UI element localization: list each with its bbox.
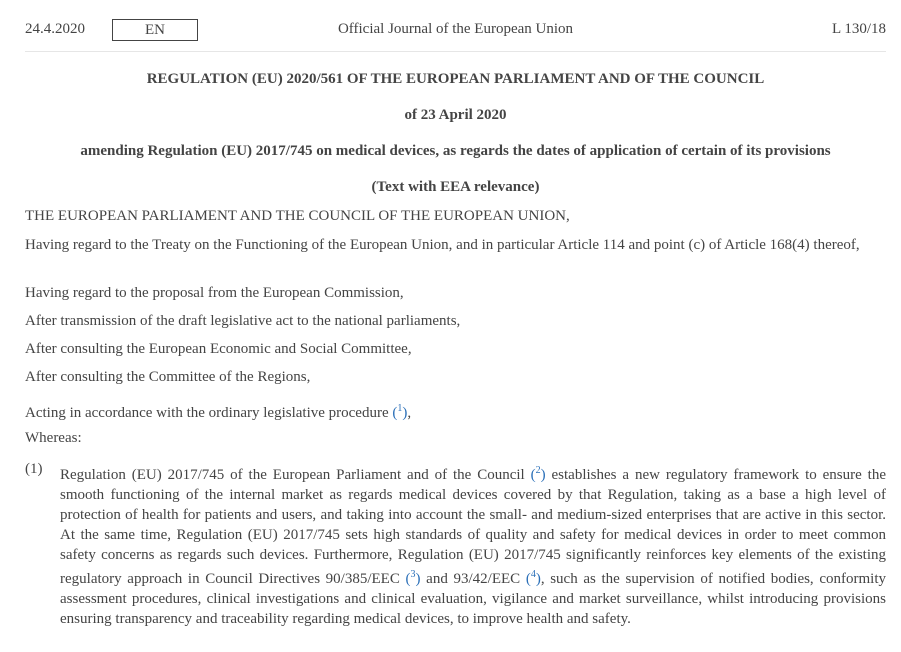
recital-seg-c: and 93/42/EEC bbox=[420, 571, 526, 587]
preamble-whereas: Whereas: bbox=[25, 430, 82, 446]
preamble-eesc: After consulting the European Economic and Social Committee, bbox=[25, 341, 412, 357]
journal-title: Official Journal of the European Union bbox=[337, 21, 574, 37]
recital-seg-b: establishes a new regulatory framework to ensure the smooth functioning of the internal market as regards medical devices covered by that Regulation, taking as a base a high level of protection of health for patients and users, and taking into account the small- and medium-sized enterprises that are active in this sector. At the same time, Regulation (EU) 2017/745 sets high standards of quality and safety for medical devices in order to meet common safety concerns as regards such devices. Furthermore, Regulation (EU) 2017/745 significantly reinforces key elements of the existing regulatory approach in Council Directives 90/385/EEC bbox=[60, 467, 887, 587]
document-page bbox=[25, 0, 886, 652]
language-selector[interactable]: EN bbox=[112, 19, 198, 41]
recital-number: (1) bbox=[25, 461, 43, 477]
footnote-link-3[interactable]: ($^3$) bbox=[405, 569, 421, 587]
publication-date: 24.4.2020 bbox=[25, 21, 85, 37]
preamble-transmission: After transmission of the draft legislative act to the national parliaments, bbox=[25, 313, 461, 329]
journal-reference: L 130/18 bbox=[831, 21, 886, 37]
recital-seg-a: Regulation (EU) 2017/745 of the European Parliament and of the Council bbox=[60, 467, 531, 483]
preamble-regions: After consulting the Committee of the Regions, bbox=[25, 369, 311, 385]
eea-relevance: (Text with EEA relevance) bbox=[371, 179, 540, 195]
header-divider bbox=[25, 51, 886, 52]
regulation-subject: amending Regulation (EU) 2017/745 on medical devices, as regards the dates of application of certain of its provisions bbox=[80, 143, 831, 159]
procedure-end: , bbox=[407, 405, 412, 421]
footnote-link-2[interactable]: ($^2$) bbox=[530, 465, 546, 483]
recital-seg-d: , such as the supervision of notified bodies, conformity assessment procedures, clinical investigations and clinical evaluation, vigilance and market surveillance, whilst introducing provisions ensuring transparency and traceability regarding medical devices, to improve health and safety. bbox=[60, 571, 886, 627]
recital-text bbox=[60, 461, 886, 629]
preamble-procedure bbox=[25, 399, 886, 423]
procedure-text: Acting in accordance with the ordinary legislative procedure bbox=[25, 405, 389, 421]
preamble-institutions: THE EUROPEAN PARLIAMENT AND THE COUNCIL OF THE EUROPEAN UNION, bbox=[25, 208, 570, 224]
regulation-title: REGULATION (EU) 2020/561 OF THE EUROPEAN PARLIAMENT AND OF THE COUNCIL bbox=[146, 71, 765, 87]
regulation-date: of 23 April 2020 bbox=[404, 107, 507, 123]
journal-header bbox=[25, 19, 886, 41]
preamble-proposal: Having regard to the proposal from the European Commission, bbox=[25, 285, 404, 301]
footnote-link-4[interactable]: ($^4$) bbox=[525, 569, 541, 587]
footnote-link-1[interactable]: ($^1$) bbox=[392, 403, 408, 421]
preamble-treaty: Having regard to the Treaty on the Functioning of the European Union, and in particular Article 114 and point (c) of Article 168(4) thereof, bbox=[25, 237, 860, 253]
